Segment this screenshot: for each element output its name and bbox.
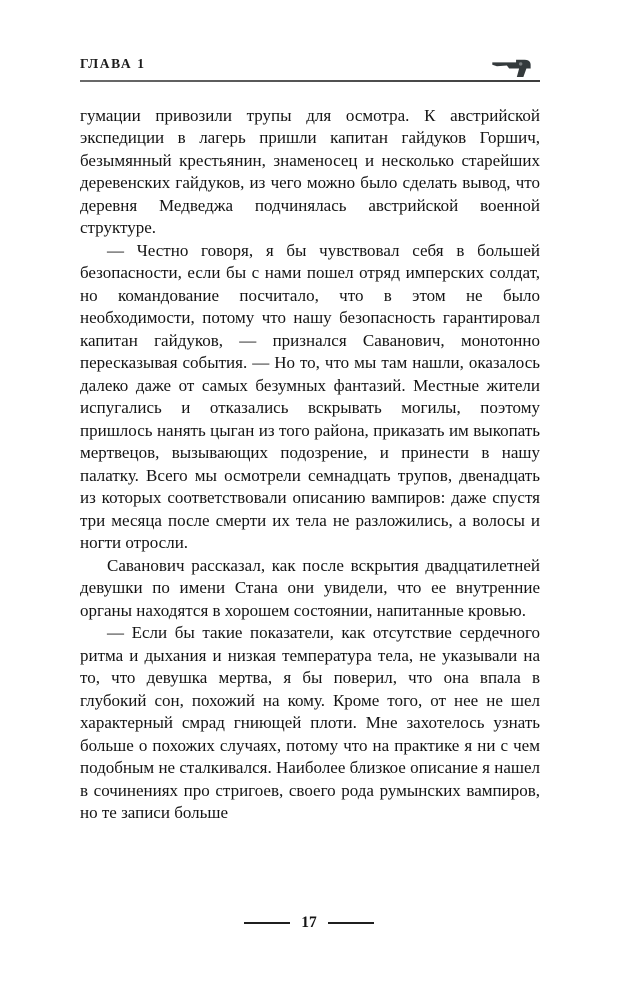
paragraph: — Если бы такие показатели, как отсутствие сердечного ритма и дыхания и низкая температура тела, не указывали на то, что девушка мертва, я бы поверил, что она впала в глубокий сон, похожий на кому. Кроме того, от нее не шел характерный смрад гниющей плоти. Мне захотелось узнать больше о похожих случаях, потому что на практике я ни с чем подобным не сталкивался. Наиболее близкое описание я нашел в сочинениях про стригоев, своего рода румынских вампиров, но те записи больше [80,623,540,822]
paragraph: гумации привозили трупы для осмотра. К австрийской экспедиции в лагерь пришли капитан гайдуков Горшич, безымянный крестьянин, знаменосец и несколько старейших деревенских гайдуков, из чего можно было сделать вывод, что деревня Медведжа подчинялась австрийской военной структуре. [80,105,540,237]
paragraph: — Честно говоря, я бы чувствовал себя в большей безопасности, если бы с нами пошел отряд имперских солдат, но командование посчитало, что в этом не было необходимости, потому что нашу безопасность гарантировал капитан гайдуков, — признался Саванович, монотонно пересказывая события. — Но то, что мы там нашли, оказалось далеко даже от самых безумных фантазий. Местные жители испугались и отказались вскрывать могилы, поэтому пришлось нанять цыган из того района, приказать им выкопать мертвецов, вызывающих подозрение, и принести в нашу палатку. Всего мы осмотрели семнадцать трупов, двенадцать из которых соответствовали описанию вампиров: даже спустя три месяца после смерти их тела не разложились, а волосы и ногти отросли. [80,240,540,552]
chapter-header [80,56,540,82]
chapter-title: ГЛАВА 1 [80,56,146,71]
page-footer [0,915,618,931]
footer-dash-left [244,922,290,925]
page-number: 17 [301,914,317,931]
header-rule [80,80,540,82]
paragraph: Саванович рассказал, как после вскрытия двадцатилетней девушки по имени Стана они увидели, что ее внутренние органы находятся в хорошем состоянии, напитанные кровью. [80,555,540,620]
page-text [80,105,540,825]
revolver-icon [490,54,536,80]
footer-dash-right [328,922,374,925]
